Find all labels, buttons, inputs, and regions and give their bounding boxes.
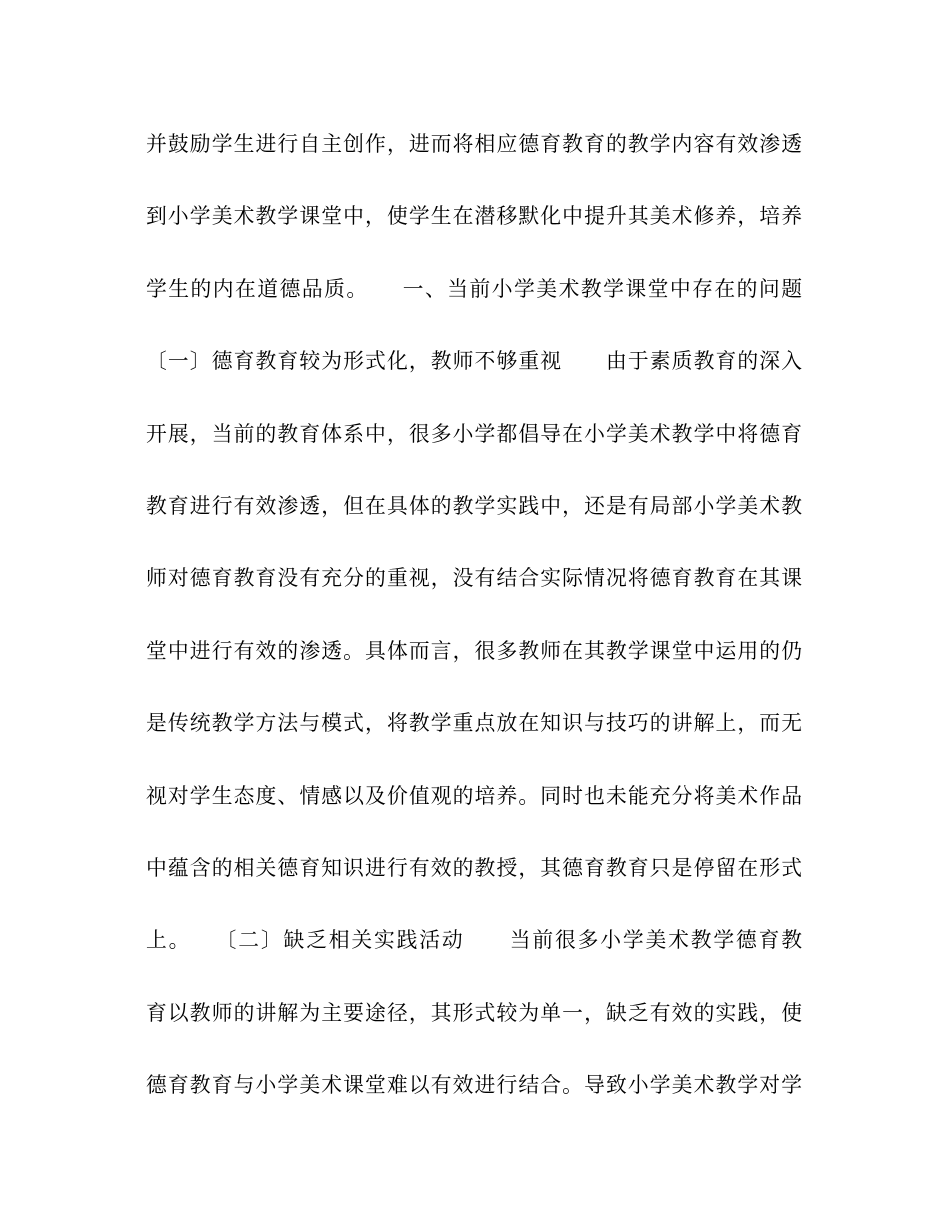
text-line: 视对学生态度、情感以及价值观的培养。同时也未能充分将美术作品 [146, 783, 802, 808]
text-line: 中蕴含的相关德育知识进行有效的教授，其德育教育只是停留在形式 [146, 855, 802, 880]
body-text [146, 124, 802, 1137]
text-line: 育以教师的讲解为主要途径，其形式较为单一，缺乏有效的实践，使 [146, 1000, 802, 1025]
text-line: 上。 〔二〕缺乏相关实践活动 当前很多小学美术教学德育教 [146, 928, 802, 953]
text-line: 教育进行有效渗透，但在具体的教学实践中，还是有局部小学美术教 [146, 493, 802, 518]
text-line: 〔一〕德育教育较为形式化，教师不够重视 由于素质教育的深入 [146, 349, 802, 374]
text-line: 德育教育与小学美术课堂难以有效进行结合。导致小学美术教学对学 [146, 1073, 802, 1098]
text-line: 学生的内在道德品质。 一、当前小学美术教学课堂中存在的问题 [146, 276, 802, 301]
text-line: 开展，当前的教育体系中，很多小学都倡导在小学美术教学中将德育 [146, 421, 802, 446]
text-line: 到小学美术教学课堂中，使学生在潜移默化中提升其美术修养，培养 [146, 204, 802, 229]
text-line: 堂中进行有效的渗透。具体而言，很多教师在其教学课堂中运用的仍 [146, 638, 802, 663]
text-line: 是传统教学方法与模式，将教学重点放在知识与技巧的讲解上，而无 [146, 711, 802, 736]
text-line: 并鼓励学生进行自主创作，进而将相应德育教育的教学内容有效渗透 [146, 132, 802, 156]
text-line: 师对德育教育没有充分的重视，没有结合实际情况将德育教育在其课 [146, 566, 802, 591]
